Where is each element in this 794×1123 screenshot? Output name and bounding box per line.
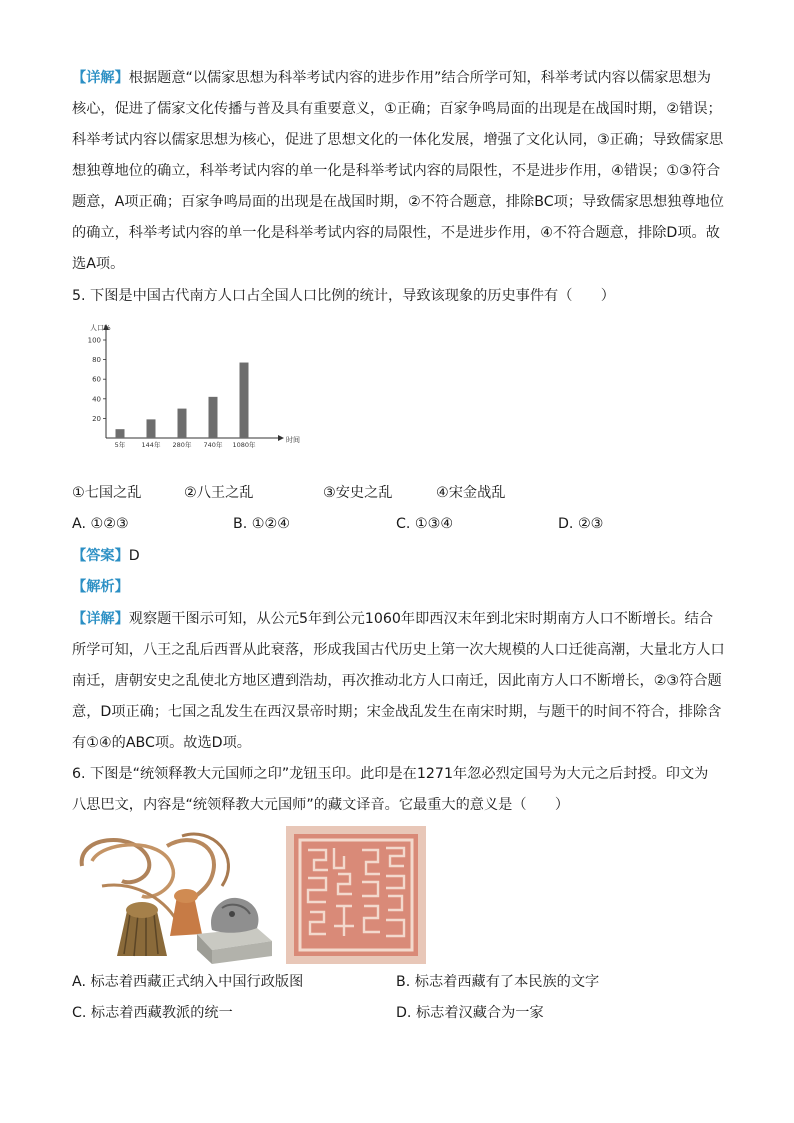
bar-1 — [116, 429, 125, 438]
x-tick-label: 280年 — [172, 441, 192, 449]
x-tick-label: 740年 — [203, 441, 223, 449]
q4-detail-line-5: 题意，A项正确；百家争鸣局面的出现是在战国时期，②不符合题意，排除BC项；导致儒家思想独尊地位 — [72, 194, 724, 210]
q6-option-a[interactable]: A. 标志着西藏正式纳入中国行政版图 — [72, 974, 304, 990]
q6-option-d[interactable]: D. 标志着汉藏合为一家 — [396, 1005, 544, 1021]
y-tick-label: 100 — [87, 336, 101, 345]
y-tick-label: 60 — [92, 375, 101, 384]
seal-imprint-image — [286, 826, 426, 964]
q5-option-c[interactable]: C. ①③④ — [396, 516, 454, 532]
x-tick-label: 5年 — [114, 441, 126, 449]
q5-analysis-tag: 【解析】 — [72, 579, 129, 595]
y-axis-label: 人口% — [90, 324, 111, 332]
x-axis-arrow — [278, 435, 284, 441]
q5-answer: 【答案】D — [72, 548, 140, 564]
jade-seal-photo — [72, 826, 278, 964]
q5-item-4: ④宋金战乱 — [436, 485, 506, 501]
q5-detail-line-2: 所学可知，八王之乱后西晋从此衰落，形成我国古代历史上第一次大规模的人口迁徙高潮，大量北方人口 — [72, 642, 725, 658]
q4-detail-line-3: 科举考试内容以儒家思想为核心，促进了思想文化的一体化发展，增强了文化认同，③正确；导致儒家思 — [72, 132, 724, 148]
q6-stem-line-2: 八思巴文，内容是“统领释教大元国师”的藏文译音。它最重大的意义是（ ） — [72, 797, 570, 813]
q5-detail-line-5: 有①④的ABC项。故选D项。 — [72, 735, 251, 751]
tassel-right-icon — [170, 889, 202, 936]
chart-bars — [116, 363, 249, 438]
population-bar-chart — [84, 318, 314, 458]
bar-3 — [178, 409, 187, 438]
q6-option-c[interactable]: C. 标志着西藏教派的统一 — [72, 1005, 233, 1021]
x-tick-label: 1080年 — [232, 441, 256, 449]
y-tick-label: 40 — [92, 395, 101, 404]
q5-item-2: ②八王之乱 — [184, 485, 254, 501]
q4-detail-line-2: 核心，促进了儒家文化传播与普及具有重要意义，①正确；百家争鸣局面的出现是在战国时期，②错误； — [72, 101, 722, 117]
bar-4 — [209, 397, 218, 438]
x-axis-label: 时间 — [286, 436, 300, 444]
q5-option-a[interactable]: A. ①②③ — [72, 516, 129, 532]
q4-detail-tag: 【详解】 — [72, 70, 129, 86]
q6-stem-line-1: 6. 下图是“统领释教大元国师之印”龙钮玉印。此印是在1271年忽必烈定国号为大元之后封授。印文为 — [72, 766, 709, 782]
y-tick-label: 80 — [92, 356, 101, 365]
q5-detail-line-1: 【详解】观察题干图示可知，从公元5年到公元1060年即西汉末年到北宋时期南方人口不断增长。结合 — [72, 611, 714, 627]
bar-5 — [240, 363, 249, 438]
q4-detail-line-1: 【详解】根据题意“以儒家思想为科举考试内容的进步作用”结合所学可知，科举考试内容以儒家思想为 — [72, 70, 711, 86]
x-tick-label: 144年 — [141, 441, 161, 449]
q5-stem: 5. 下图是中国古代南方人口占全国人口比例的统计，导致该现象的历史事件有（ ） — [72, 288, 615, 304]
q6-option-b[interactable]: B. 标志着西藏有了本民族的文字 — [396, 974, 600, 990]
q4-detail-line-4: 想独尊地位的确立，科举考试内容的单一化是科举考试内容的局限性，不是进步作用，④错误；①③符合 — [72, 163, 721, 179]
q5-detail-line-4: 意，D项正确；七国之乱发生在西汉景帝时期；宋金战乱发生在南宋时期，与题干的时间不符合，排除含 — [72, 704, 722, 720]
q4-detail-line-7: 选A项。 — [72, 256, 125, 272]
q5-option-b[interactable]: B. ①②④ — [233, 516, 290, 532]
bar-2 — [147, 419, 156, 438]
q5-item-1: ①七国之乱 — [72, 485, 142, 501]
q5-option-d[interactable]: D. ②③ — [558, 516, 604, 532]
chart-axes — [103, 324, 284, 441]
q4-detail-line-6: 的确立，科举考试内容的单一化是科举考试内容的局限性，不是进步作用，④不符合题意，排除D项。故 — [72, 225, 720, 241]
q5-item-3: ③安史之乱 — [323, 485, 393, 501]
y-tick-label: 20 — [92, 414, 101, 423]
q5-detail-line-3: 南迁，唐朝安史之乱使北方地区遭到浩劫，再次推动北方人口南迁，因此南方人口不断增长，②③符合题 — [72, 673, 722, 689]
